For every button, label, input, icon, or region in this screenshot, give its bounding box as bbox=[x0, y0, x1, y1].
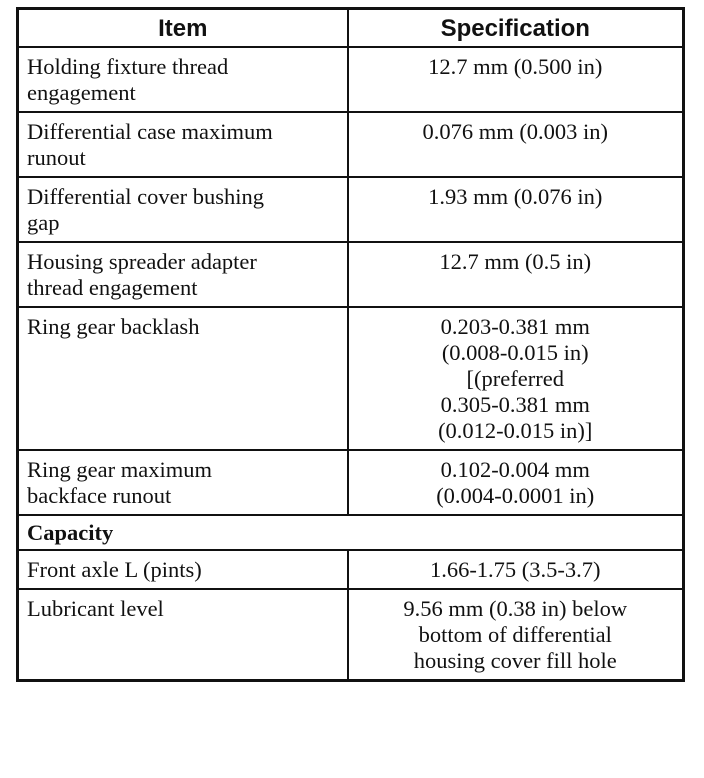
specification-text: bottom of differential bbox=[418, 622, 612, 647]
item-cell bbox=[18, 589, 348, 681]
specification-cell bbox=[348, 550, 684, 589]
item-text: thread engagement bbox=[27, 275, 198, 300]
specification-cell bbox=[348, 112, 684, 177]
item-cell bbox=[18, 177, 348, 242]
specification-text: 1.93 mm (0.076 in) bbox=[428, 184, 603, 209]
specification-cell bbox=[348, 47, 684, 112]
item-text: backface runout bbox=[27, 483, 172, 508]
item-column-header: Item bbox=[18, 9, 348, 48]
specification-text: 9.56 mm (0.38 in) below bbox=[403, 596, 628, 621]
item-text: gap bbox=[27, 210, 60, 235]
item-cell bbox=[18, 47, 348, 112]
specification-cell bbox=[348, 242, 684, 307]
specification-cell bbox=[348, 307, 684, 450]
table-row bbox=[18, 307, 684, 450]
table-row bbox=[18, 242, 684, 307]
specification-cell bbox=[348, 589, 684, 681]
item-cell bbox=[18, 307, 348, 450]
specification-text: 0.203-0.381 mm bbox=[440, 314, 590, 339]
item-text: Holding fixture thread bbox=[27, 54, 229, 79]
item-text: Ring gear backlash bbox=[27, 314, 200, 339]
item-text: Differential cover bushing bbox=[27, 184, 265, 209]
item-text: Housing spreader adapter bbox=[27, 249, 257, 274]
specification-text: 0.305-0.381 mm bbox=[440, 392, 590, 417]
table-row bbox=[18, 450, 684, 515]
specification-text: 12.7 mm (0.500 in) bbox=[428, 54, 603, 79]
specification-table bbox=[16, 7, 685, 682]
specification-text: (0.012-0.015 in)] bbox=[438, 418, 593, 443]
specification-column-header: Specification bbox=[348, 9, 684, 48]
specification-cell bbox=[348, 450, 684, 515]
item-text: engagement bbox=[27, 80, 136, 105]
item-cell bbox=[18, 550, 348, 589]
specification-text: 0.076 mm (0.003 in) bbox=[422, 119, 609, 144]
specification-text: (0.008-0.015 in) bbox=[441, 340, 589, 365]
item-cell bbox=[18, 112, 348, 177]
capacity-section-row bbox=[18, 515, 684, 550]
header-row bbox=[18, 9, 684, 48]
item-cell bbox=[18, 242, 348, 307]
table-row bbox=[18, 47, 684, 112]
item-text: runout bbox=[27, 145, 86, 170]
table-row bbox=[18, 589, 684, 681]
table-row bbox=[18, 177, 684, 242]
item-text: Front axle L (pints) bbox=[27, 557, 202, 582]
table-row bbox=[18, 550, 684, 589]
specification-text: 12.7 mm (0.5 in) bbox=[439, 249, 592, 274]
specification-text: 1.66-1.75 (3.5-3.7) bbox=[429, 557, 601, 582]
specification-text: housing cover fill hole bbox=[413, 648, 617, 673]
table-row bbox=[18, 112, 684, 177]
specification-text: 0.102-0.004 mm bbox=[440, 457, 590, 482]
item-cell bbox=[18, 450, 348, 515]
item-text: Ring gear maximum bbox=[27, 457, 212, 482]
capacity-section-heading: Capacity bbox=[18, 515, 684, 550]
item-text: Differential case maximum bbox=[27, 119, 273, 144]
specification-text: [(preferred bbox=[466, 366, 564, 391]
specification-cell bbox=[348, 177, 684, 242]
item-text: Lubricant level bbox=[27, 596, 164, 621]
specification-text: (0.004-0.0001 in) bbox=[436, 483, 595, 508]
